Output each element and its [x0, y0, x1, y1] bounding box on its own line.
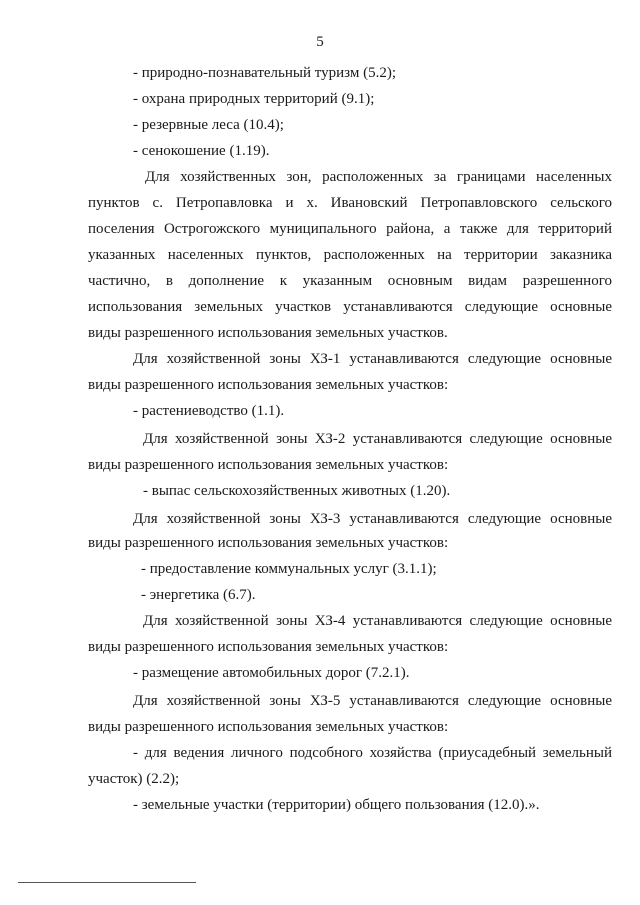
- list-item-continuation: участок) (2.2);: [88, 771, 180, 787]
- list-item: - предоставление коммунальных услуг (3.1.1);: [141, 561, 437, 577]
- paragraph-line: поселения Острогожского муниципального района, а также для территорий: [88, 221, 612, 237]
- list-item: - земельные участки (территории) общего пользования (12.0).».: [133, 797, 540, 813]
- paragraph-line: Для хозяйственной зоны ХЗ-4 устанавливаются следующие основные: [143, 613, 612, 629]
- paragraph-line: Для хозяйственной зоны ХЗ-1 устанавливаются следующие основные: [133, 351, 612, 367]
- list-item: - резервные леса (10.4);: [133, 117, 284, 133]
- list-item: - выпас сельскохозяйственных животных (1.20).: [143, 483, 451, 499]
- list-item: - охрана природных территорий (9.1);: [133, 91, 375, 107]
- paragraph-line: виды разрешенного использования земельных участков.: [88, 325, 448, 341]
- paragraph-line: виды разрешенного использования земельных участков:: [88, 535, 449, 551]
- paragraph-line: виды разрешенного использования земельных участков:: [88, 639, 449, 655]
- paragraph-line: Для хозяйственной зоны ХЗ-3 устанавливаются следующие основные: [133, 511, 612, 527]
- paragraph-line: виды разрешенного использования земельных участков:: [88, 377, 449, 393]
- footer-rule: [18, 882, 196, 883]
- paragraph-line: Для хозяйственной зоны ХЗ-5 устанавливаются следующие основные: [133, 693, 612, 709]
- paragraph-line: Для хозяйственной зоны ХЗ-2 устанавливаются следующие основные: [143, 431, 612, 447]
- paragraph-line: указанных населенных пунктов, расположенных на территории заказника: [88, 247, 612, 263]
- paragraph-line: виды разрешенного использования земельных участков:: [88, 457, 449, 473]
- list-item: - природно-познавательный туризм (5.2);: [133, 65, 396, 81]
- list-item: - энергетика (6.7).: [141, 587, 256, 603]
- paragraph-line: частично, в дополнение к указанным основным видам разрешенного: [88, 273, 612, 289]
- paragraph-line: использования земельных участков устанавливаются следующие основные: [88, 299, 612, 315]
- paragraph-line: Для хозяйственных зон, расположенных за границами населенных: [145, 169, 612, 185]
- list-item: - сенокошение (1.19).: [133, 143, 270, 159]
- paragraph-line: виды разрешенного использования земельных участков:: [88, 719, 449, 735]
- list-item: - для ведения личного подсобного хозяйства (приусадебный земельный: [133, 745, 612, 761]
- page-number: 5: [316, 34, 324, 50]
- paragraph-line: пунктов с. Петропавловка и х. Ивановский Петропавловского сельского: [88, 195, 612, 211]
- list-item: - растениеводство (1.1).: [133, 403, 285, 419]
- list-item: - размещение автомобильных дорог (7.2.1).: [133, 665, 410, 681]
